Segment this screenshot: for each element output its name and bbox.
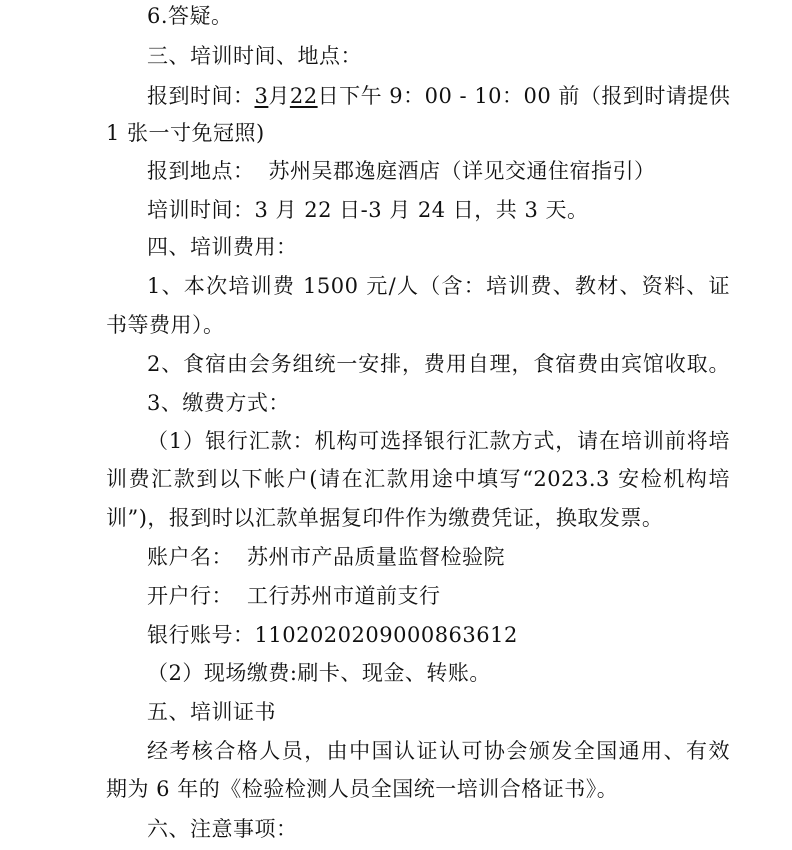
account-number-label: 银行账号： xyxy=(147,623,255,647)
account-name-label: 账户名： xyxy=(147,545,233,569)
account-name-value: 苏州市产品质量监督检验院 xyxy=(247,545,505,569)
section-5-heading: 五、培训证书 xyxy=(147,700,276,724)
section-3-heading: 三、培训时间、地点： xyxy=(147,44,362,68)
checkin-month-unit: 月 xyxy=(268,84,290,108)
certificate-line-2: 期为 6 年的《检验检测人员全国统一培训合格证书》。 xyxy=(106,777,619,801)
bank-label: 开户行： xyxy=(147,584,233,608)
board-lodging-line: 2、食宿由会务组统一安排，费用自理，食宿费由宾馆收取。 xyxy=(147,352,730,376)
account-name-line xyxy=(147,543,505,571)
checkin-month: 3 xyxy=(254,84,269,108)
bank-transfer-line-3: 训”)，报到时以汇款单据复印件作为缴费凭证，换取发票。 xyxy=(106,506,664,530)
bank-line xyxy=(147,582,441,610)
checkin-rest: 日下午 9：00 - 10：00 前（报到时请提供 xyxy=(317,84,731,108)
account-number-line xyxy=(147,621,518,649)
bank-transfer-line-2: 训费汇款到以下帐户(请在汇款用途中填写“2023.3 安检机构培 xyxy=(106,467,730,491)
bank-value: 工行苏州市道前支行 xyxy=(247,584,441,608)
item-6-answer: 6.答疑。 xyxy=(147,4,233,28)
checkin-photo-note: 1 张一寸免冠照) xyxy=(106,121,265,145)
certificate-line-1: 经考核合格人员，由中国认证认可协会颁发全国通用、有效 xyxy=(147,739,730,763)
training-time: 培训时间：3 月 22 日-3 月 24 日，共 3 天。 xyxy=(147,198,589,222)
checkin-day: 22 xyxy=(289,84,318,108)
checkin-place-label: 报到地点： xyxy=(147,159,255,183)
section-6-heading: 六、注意事项： xyxy=(147,817,298,841)
section-4-heading: 四、培训费用： xyxy=(147,235,298,259)
fee-line-1: 1、本次培训费 1500 元/人（含：培训费、教材、资料、证 xyxy=(147,274,730,298)
checkin-time-label: 报到时间： xyxy=(147,84,255,108)
bank-transfer-line-1: （1）银行汇款：机构可选择银行汇款方式，请在培训前将培 xyxy=(147,429,730,453)
checkin-place-value: 苏州吴郡逸庭酒店（详见交通住宿指引） xyxy=(268,159,656,183)
fee-line-2: 书等费用）。 xyxy=(106,313,225,337)
checkin-time-line xyxy=(147,82,730,110)
payment-heading: 3、缴费方式： xyxy=(147,391,290,415)
onsite-payment-line: （2）现场缴费:刷卡、现金、转账。 xyxy=(147,661,491,685)
account-number-value: 1102020209000863612 xyxy=(254,623,518,647)
checkin-place-line xyxy=(147,157,656,185)
